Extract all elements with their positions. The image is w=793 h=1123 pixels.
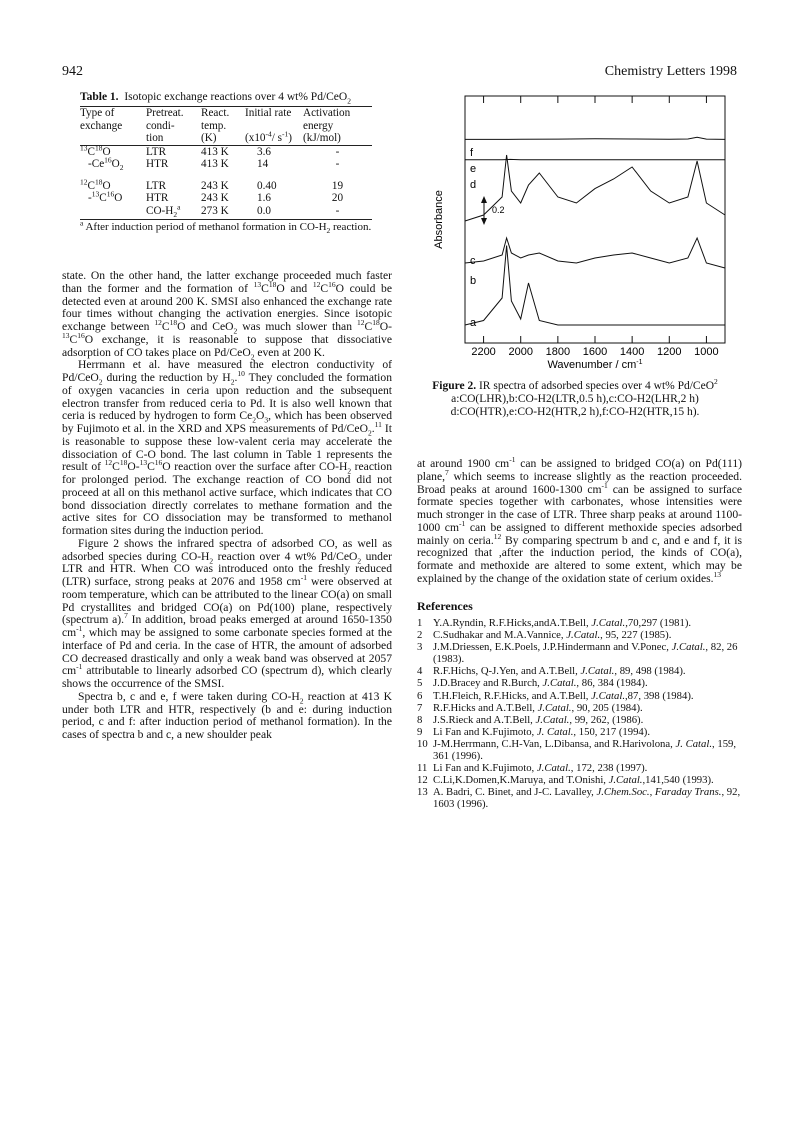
paragraph: Spectra b, c and e, f were taken during $CO-H_2$ reaction at 413 K under both LTR and HTR, respectively (b and e: during induction period, c and f: after induction period of methanol formation). In the cases of spectra b and c, a new shoulder peak [62, 689, 393, 741]
reference-item: 5 J.D.Bracey and R.Burch, J.Catal., 86, 384 (1984). [417, 677, 648, 690]
y-axis-label: Absorbance [433, 190, 445, 249]
ir-spectra-figure [430, 88, 730, 388]
x-tick-label: 2200 [471, 346, 496, 358]
page-number: 942 [62, 64, 83, 79]
reference-item: 11 Li Fan and K.Fujimoto, J.Catal., 172, 238 (1997). [417, 762, 648, 775]
spectrum-label-c: c [470, 255, 476, 267]
spectrum-e [465, 137, 725, 139]
reference-item: 4 R.F.Hichs, Q-J.Yen, and A.T.Bell, J.Catal., 89, 498 (1984). [417, 665, 686, 678]
table-row: $-^{13}C^{16}O$ HTR 243 K 1.6 20 [88, 189, 344, 204]
table-caption: Table 1. Isotopic exchange reactions over 4 wt% Pd/CeO$_2$ [80, 91, 351, 106]
table-footnote: $^a$ After induction period of methanol formation in $CO-H_2$ reaction. [80, 218, 372, 236]
paragraph: state. On the other hand, the latter exchange proceeded much faster than the former and the formation of $^{13}C^{18}O$ and $^{12}C^{16}O$ could be detected even at around 200 K. SMSI also enhanced the exchange rate four times without changing the activation energies. Since isotopic exchange between $^{12}C^{18}O$ and CeO$_2$ was much slower than $^{12}C^{18}O-^{13}C^{16}O$ exchange, it is reasonable to suppose that dissociative adsorption of CO takes place on Pd/CeO$_2$ even at 200 K. [62, 269, 392, 361]
reference-item: 13 A. Badri, C. Binet, and J-C. Lavalley, J.Chem.Soc., Faraday Trans., 92, 1603 (1996). [417, 786, 741, 811]
x-axis-label: Wavenumber / $cm^{-1}$ [547, 359, 643, 371]
spectrum-label-f: f [470, 147, 474, 159]
paragraph: at around 1900 $cm^{-1}$ can be assigned to bridged CO(a) on Pd(111) plane,$^7$ which seems to increase slightly as the reaction proceeded. Broad peaks at around 1600-1300 $cm^{-1}$ can be assigned to surface formate species together with carbonates, whose intensities were much stronger in the case of LTR. Three sharp peaks at around 1100-1000 $cm^{-1}$ can be assigned to different methoxide species adsorbed mainly on ceria.$^{12}$ By comparing spectrum b and c, and e and f, it is recognized that ,after the induction period, the kinds of CO(a), formate and methoxide are altered to some extent, which may be explained by the change of the oxidation state of cerium oxides.$^{13}$ [417, 455, 743, 585]
references-list [417, 617, 742, 811]
reference-item: 9 Li Fan and K.Fujimoto, J. Catal., 150, 217 (1994). [417, 725, 651, 738]
reference-item: 1 Y.A.Ryndin, R.F.Hicks,andA.T.Bell, J.Catal.,70,297 (1981). [417, 617, 692, 629]
table-row: $-Ce^{16}O_2$ HTR 413 K 14 - [88, 155, 340, 173]
reference-item: 3 J.M.Driessen, E.K.Poels, J.P.Hindermann and V.Ponec, J.Catal., 82, 26 (1983). [417, 641, 738, 666]
spectrum-label-a: a [470, 317, 477, 329]
paragraph: Figure 2 shows the infrared spectra of adsorbed CO, as well as adsorbed species during $CO-H_2$ reaction over 4 wt% Pd/CeO$_2$ under LTR and HTR. When CO was introduced onto the freshly reduced (LTR) surface, strong peaks at 2076 and 1958 $cm^{-1}$ were observed at room temperature, which can be attributed to the linear CO(a) on small Pd crystallites and bridged CO(a) on Pd(100) plane, respectively (spectrum a).$^7$ In addition, broad peaks emerged at around 1650-1350 $cm^{-1}$, which may be assigned to some carbonate species formed at the interface of Pd and ceria. In the case of HTR, the amount of adsorbed CO decreased drastically and only a weak band was observed at 2057 $cm^{-1}$ attributable to linearly adsorbed CO (spectrum d), which clearly shows the occurrence of the SMSI. [62, 536, 392, 690]
reference-item: 6 T.H.Fleich, R.F.Hicks, and A.T.Bell, J.Catal.,87, 398 (1984). [417, 689, 694, 702]
left-column-text [62, 270, 392, 742]
x-tick-label: 1000 [694, 346, 719, 358]
spectrum-label-e: e [470, 163, 477, 175]
references [417, 599, 742, 811]
reference-item: 8 J.S.Rieck and A.T.Bell, J.Catal., 99, 262, (1986). [417, 713, 644, 726]
references-heading: References [417, 599, 473, 613]
x-tick-label: 1400 [619, 346, 645, 358]
table-row: $^{13}C^{18}O$ LTR 413 K 3.6 - [80, 142, 340, 158]
spectrum-label-d: d [470, 179, 477, 191]
spectrum-b [465, 238, 725, 268]
scale-arrow-up-icon [481, 196, 487, 203]
table-header-row: Type of exchange Pretreat. condi- tion React. temp. (K) Initial rate ($x10^{-4}/$ $s^{-1}$) Activation energy (kJ/mol) [80, 107, 351, 144]
paragraph: Herrmann et al. have measured the electron conductivity of Pd/CeO$_2$ during the reduction by $H_2.^{10}$ They concluded the formation of oxygen vacancies in ceria upon reduction and the subsequent electron transfer from reduced ceria to Pd. It is also well known that ceria is reduced by hydrogen to form $Ce_2O_3$, which has been observed by Fujimoto et al. in the XRD and XPS measurements of Pd/CeO$_2$.$^{11}$ It is reasonable to suppose these low-valent ceria may accelerate the dissociation of C-O bond. The last column in Table 1 represents the result of $^{12}C^{18}O-^{13}C^{16}O$ reaction over the surface after $CO-H_2$ reaction for prolonged period. The exchange reaction of CO bond did not proceed at all on this methanol active surface, which indicates that CO bond dissociation directly correlates to methane formation and the active sites for CO dissociation may be transformed to methanol formation sites during the induction period. [62, 358, 393, 537]
reference-item: 10 J-M.Herrmann, C.H-Van, L.Dibansa, and R.Harivolona, J. Catal., 159, 361 (1996). [417, 737, 737, 763]
spectrum-label-b: b [470, 275, 477, 287]
figure-caption: Figure 2. IR spectra of adsorbed species over 4 wt% Pd/CeO$^2$ a:CO(LHR),b:CO-H2(LTR,0.5 h),c:CO-H2(LHR,2 h) d:CO(HTR),e:CO-H2(HTR,2 h),f:CO-H2(HTR,15 h). [432, 377, 718, 418]
x-tick-label: 2000 [508, 346, 533, 358]
table-row: $CO-H_2^a$ 273 K 0.0 - [146, 201, 340, 219]
reference-item: 12 C.Li,K.Domen,K.Maruya, and T.Onishi, J.Catal.,141,540 (1993). [417, 774, 714, 787]
table-row: $^{12}C^{18}O$ LTR 243 K 0.40 19 [80, 176, 344, 192]
ir-spectra-chart [430, 88, 730, 388]
x-tick-label: 1800 [545, 346, 571, 358]
x-tick-label: 1200 [657, 346, 682, 358]
scale-arrow-down-icon [481, 218, 487, 225]
reference-item: 7 R.F.Hicks and A.T.Bell, J.Catal., 90, 205 (1984). [417, 701, 643, 714]
running-head: Chemistry Letters 1998 [604, 64, 737, 79]
scale-label: 0.2 [492, 205, 505, 215]
table-1 [80, 90, 372, 236]
right-column-text [417, 455, 743, 586]
table-body [80, 107, 372, 217]
plot-frame [465, 96, 725, 343]
x-tick-label: 1600 [582, 346, 608, 358]
spectrum-a [465, 246, 725, 326]
reference-item: 2 C.Sudhakar and M.A.Vannice, J.Catal., 95, 227 (1985). [417, 629, 672, 642]
